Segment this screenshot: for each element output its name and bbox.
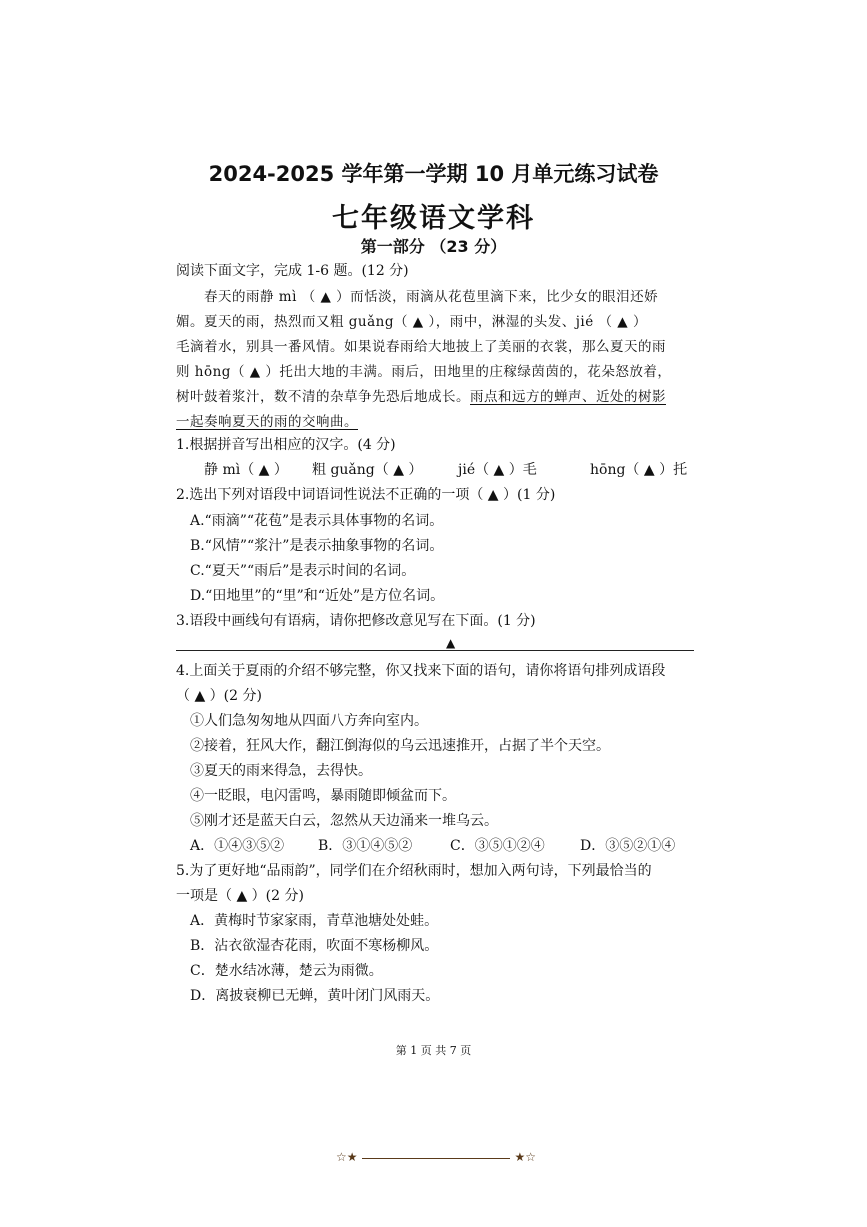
underlined-sentence-part-2: 一起奏响夏天的雨的交响曲。 bbox=[176, 414, 358, 430]
q5-stem-line-1: 5.为了更好地“品雨韵”，同学们在介绍秋雨时，想加入两句诗，下列最恰当的 bbox=[176, 863, 652, 879]
decorative-rule bbox=[362, 1158, 510, 1159]
left-stars-icon: ☆★ bbox=[336, 1150, 358, 1164]
q4-choice-c: C．③⑤①②④ bbox=[450, 838, 545, 854]
q4-choice-b: B．③①④⑤② bbox=[318, 838, 413, 854]
q4-stem-line-2: （ ▲ ）(2 分) bbox=[176, 688, 262, 704]
passage-line-5 bbox=[176, 388, 666, 406]
q1-item-c: jié（ ▲ ）毛 bbox=[458, 462, 537, 478]
q3-stem: 3.语段中画线句有语病，请你把修改意见写在下面。(1 分) bbox=[176, 613, 536, 629]
page-number: 第 1 页 共 7 页 bbox=[395, 1044, 472, 1057]
passage-line-1: 春天的雨静 mì （ ▲ ）而恬淡，雨滴从花苞里滴下来，比少女的眼泪还娇 bbox=[204, 289, 659, 305]
subject-title: 七年级语文学科 bbox=[332, 203, 535, 234]
passage-line-4: 则 hōng（ ▲ ）托出大地的丰满。雨后，田地里的庄稼绿茵茵的，花朵怒放着， bbox=[176, 364, 672, 380]
q1-item-a: 静 mì（ ▲ ） bbox=[204, 462, 288, 478]
q4-item-5: ⑤刚才还是蓝天白云，忽然从天边涌来一堆乌云。 bbox=[190, 813, 498, 829]
q5-stem-line-2: 一项是（ ▲ ）(2 分) bbox=[176, 888, 304, 904]
q5-option-b: B．沾衣欲湿杏花雨，吹面不寒杨柳风。 bbox=[190, 938, 439, 954]
passage-line-2: 媚。夏天的雨，热烈而又粗 guǎng（ ▲ ），雨中，淋湿的头发、jié （ ▲ ） bbox=[176, 314, 647, 330]
q5-option-c: C．楚水结冰薄，楚云为雨微。 bbox=[190, 963, 383, 979]
passage-line-3: 毛滴着水，别具一番风情。如果说春雨给大地披上了美丽的衣裳，那么夏天的雨 bbox=[176, 339, 666, 355]
q2-option-d: D.“田地里”的“里”和“近处”是方位名词。 bbox=[190, 588, 445, 604]
q4-item-4: ④一眨眼，电闪雷鸣，暴雨随即倾盆而下。 bbox=[190, 788, 456, 804]
q5-option-a: A．黄梅时节家家雨，青草池塘处处蛙。 bbox=[190, 913, 439, 929]
q3-answer-marker: ▲ bbox=[446, 636, 456, 650]
q4-stem-line-1: 4.上面关于夏雨的介绍不够完整，你又找来下面的语句，请你将语句排列成语段 bbox=[176, 663, 666, 679]
q3-answer-line bbox=[176, 650, 694, 651]
q1-item-d: hōng（ ▲ ）托 bbox=[590, 462, 688, 478]
q4-choice-d: D．③⑤②①④ bbox=[580, 838, 676, 854]
q2-stem: 2.选出下列对语段中词语词性说法不正确的一项（ ▲ ）(1 分) bbox=[176, 487, 556, 503]
q4-item-2: ②接着，狂风大作，翻江倒海似的乌云迅速推开，占据了半个天空。 bbox=[190, 738, 610, 754]
underlined-sentence-part-1: 雨点和远方的蝉声、近处的树影 bbox=[470, 389, 666, 405]
q2-option-c: C.“夏天”“雨后”是表示时间的名词。 bbox=[190, 563, 416, 579]
q4-item-3: ③夏天的雨来得急，去得快。 bbox=[190, 763, 372, 779]
q1-stem: 1.根据拼音写出相应的汉字。(4 分) bbox=[176, 437, 396, 453]
part-heading: 第一部分 （23 分） bbox=[360, 237, 507, 256]
bottom-decoration bbox=[336, 1152, 536, 1166]
exam-title: 2024-2025 学年第一学期 10 月单元练习试卷 bbox=[208, 162, 659, 186]
q2-option-b: B.“风情”“浆汁”是表示抽象事物的名词。 bbox=[190, 538, 444, 554]
right-stars-icon: ★☆ bbox=[514, 1150, 536, 1164]
q4-item-1: ①人们急匆匆地从四面八方奔向室内。 bbox=[190, 713, 428, 729]
q5-option-d: D．离披衰柳已无蝉，黄叶闭门风雨天。 bbox=[190, 988, 440, 1004]
passage-line-5-plain: 树叶鼓着浆汁，数不清的杂草争先恐后地成长。 bbox=[176, 389, 470, 405]
q1-item-b: 粗 guǎng（ ▲ ） bbox=[312, 462, 423, 478]
reading-instruction: 阅读下面文字，完成 1-6 题。(12 分) bbox=[176, 263, 409, 279]
q2-option-a: A.“雨滴”“花苞”是表示具体事物的名词。 bbox=[190, 513, 444, 529]
q4-choice-a: A．①④③⑤② bbox=[190, 838, 285, 854]
